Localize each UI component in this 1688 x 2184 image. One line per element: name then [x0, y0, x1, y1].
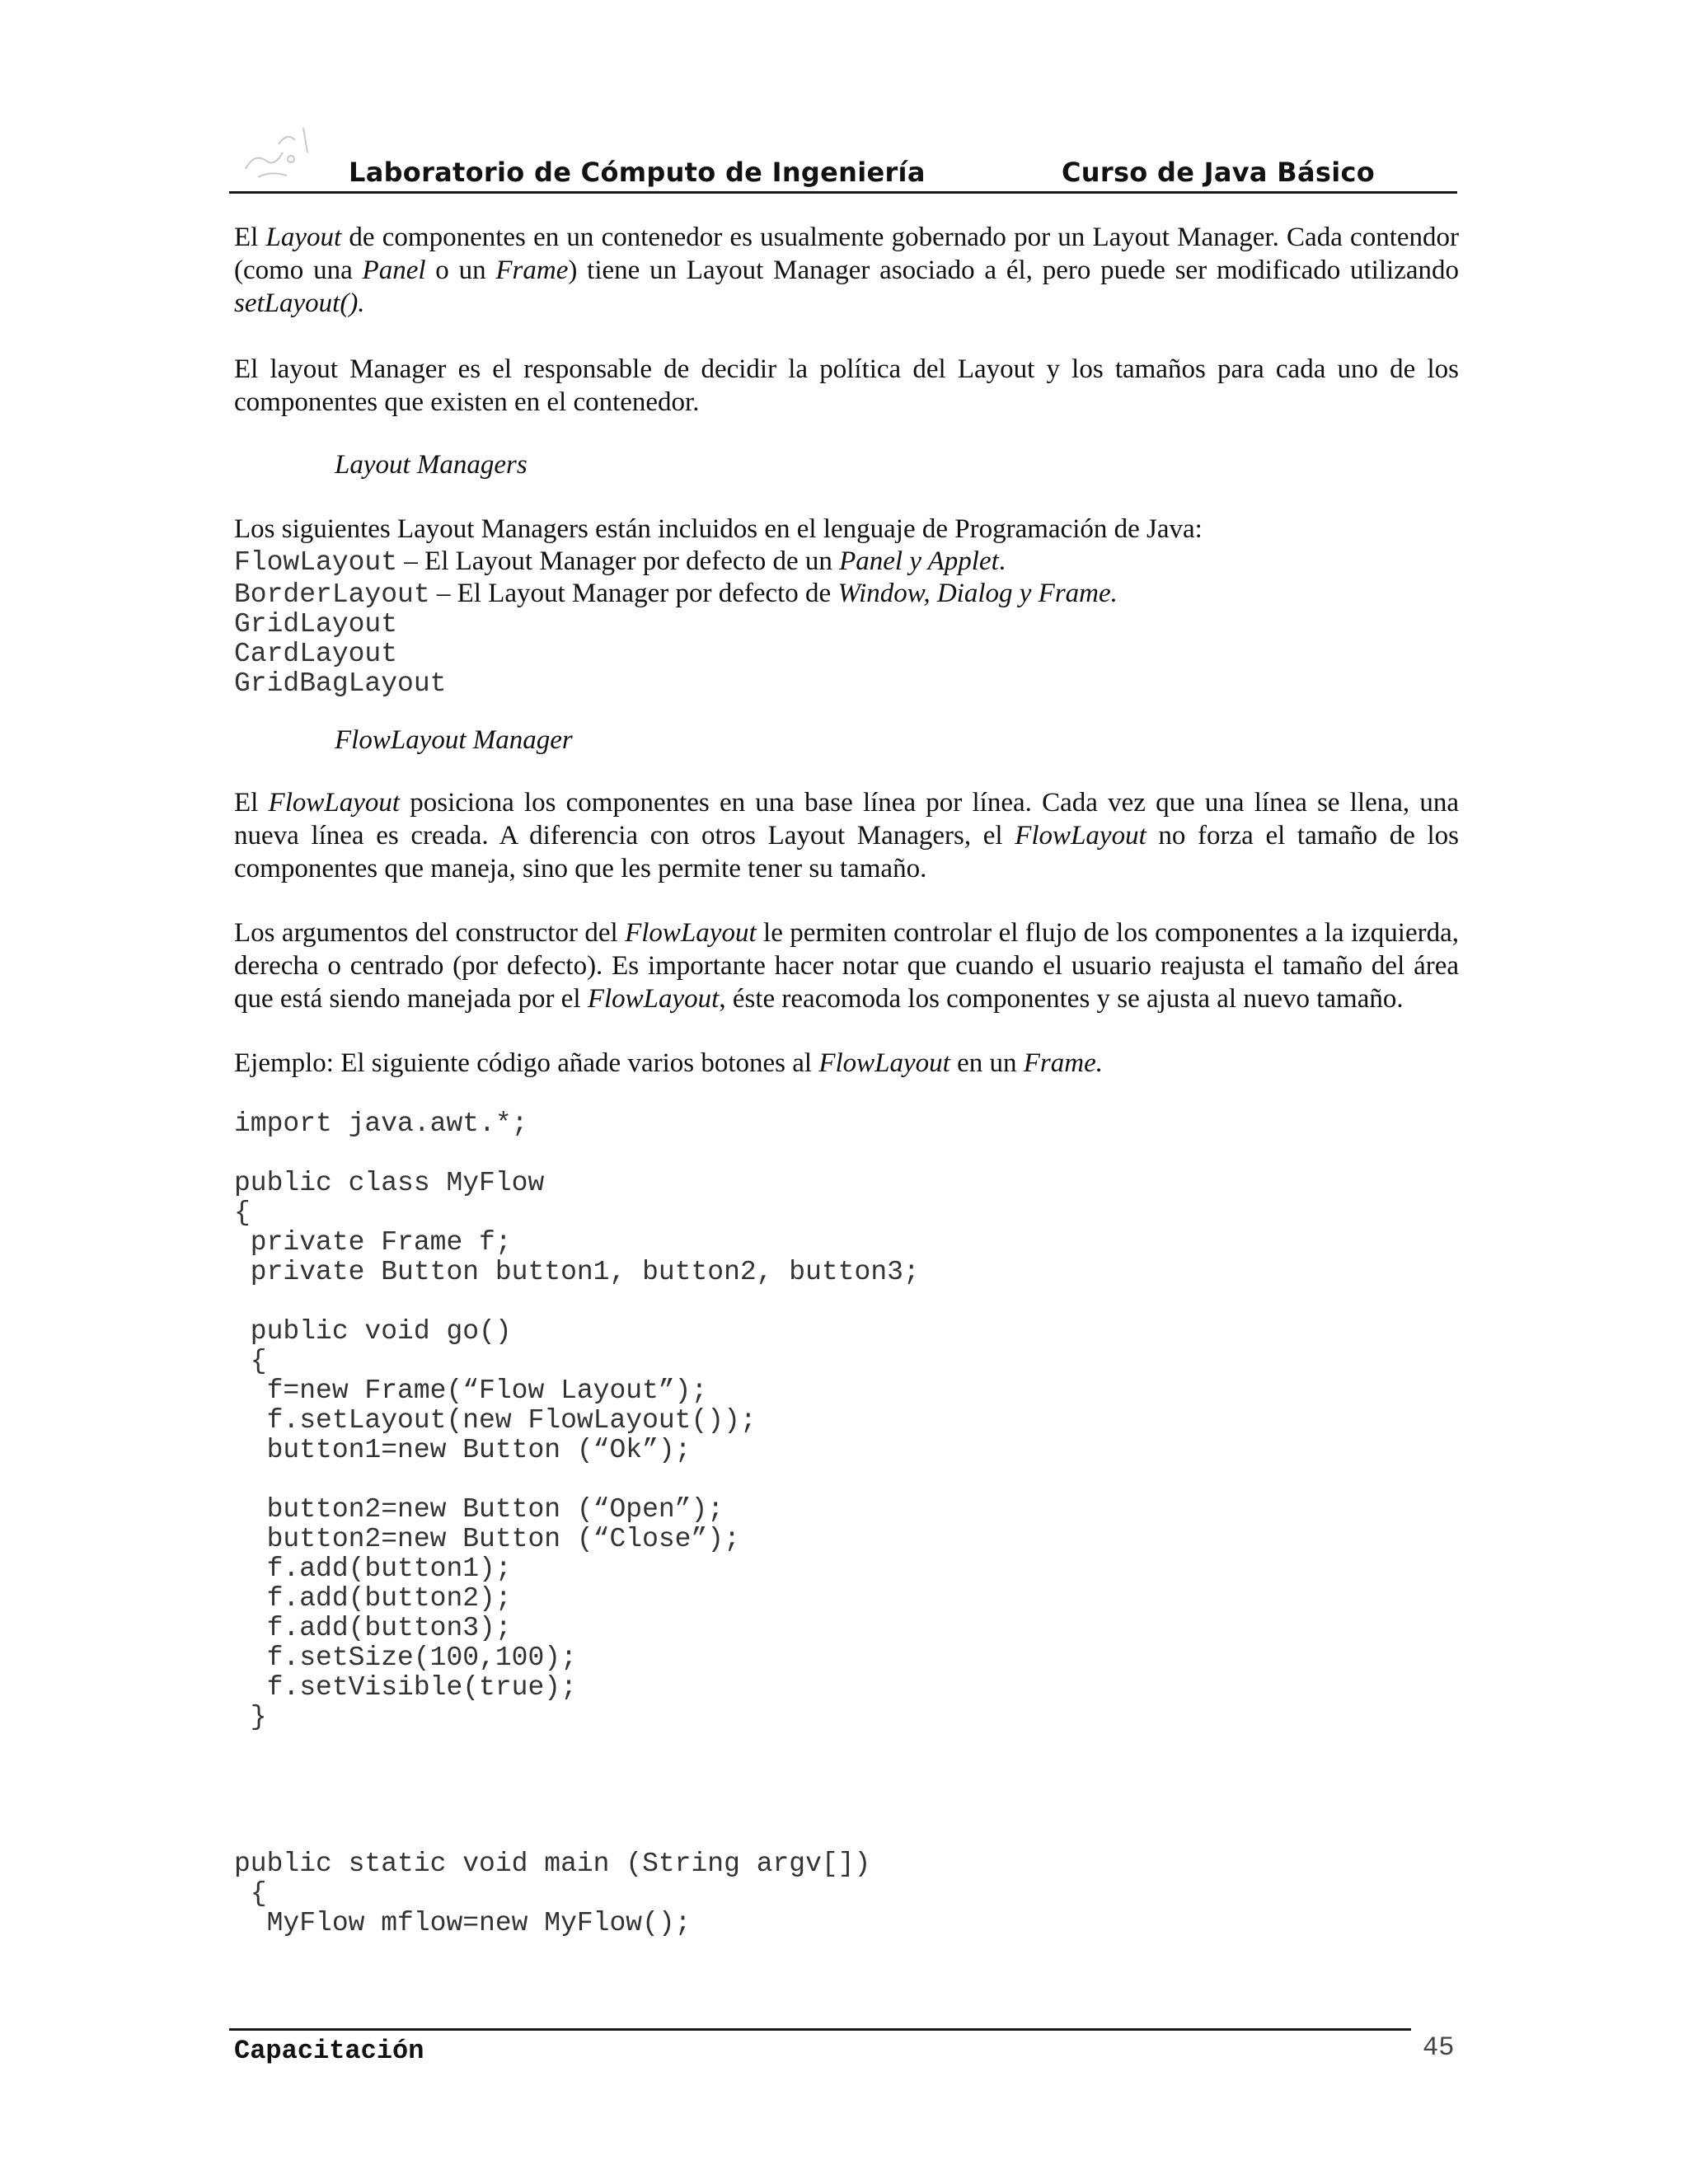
- paragraph-example-intro: [234, 1047, 1459, 1080]
- footer-divider: [229, 2028, 1411, 2031]
- paragraph-layout-intro: [234, 221, 1459, 320]
- italic-term: Frame.: [1023, 1048, 1103, 1078]
- italic-term: FlowLayout: [587, 984, 720, 1014]
- text: Ejemplo: El siguiente código añade varios botones al: [234, 1048, 819, 1078]
- text: no forza el tamaño de los componentes que maneja, sino que les permite tener su tamaño.: [234, 821, 1459, 883]
- subheading-flowlayout-manager: FlowLayout Manager: [335, 725, 573, 755]
- layout-managers-list: [234, 546, 1459, 699]
- paragraph-managers-list-intro: Los siguientes Layout Managers están incluidos en el lenguaje de Programación de Java:: [234, 514, 1203, 544]
- italic-term: Layout: [265, 223, 342, 252]
- paragraph-layout-manager: El layout Manager es el responsable de decidir la política del Layout y los tamaños para cada uno de los componentes que existen en el contenedor.: [234, 354, 1459, 417]
- paragraph-flowlayout-arguments: [234, 916, 1459, 1015]
- list-item: [234, 546, 1459, 578]
- italic-term: FlowLayout: [268, 788, 401, 818]
- header-course-title: Curso de Java Básico: [1062, 157, 1376, 188]
- italic-term: setLayout().: [234, 288, 365, 318]
- list-item: GridBagLayout: [234, 668, 447, 699]
- italic-term: Frame: [495, 255, 569, 285]
- italic-term: Panel y Applet: [839, 546, 999, 576]
- text: o un: [425, 255, 496, 285]
- text: de componentes en un contenedor es usualmente gobernado por un Layout Manager. Cada contendor (como una: [234, 223, 1459, 285]
- page-content: [234, 221, 1459, 1938]
- text: posiciona los componentes en una base línea por línea. Cada vez que una línea se llena, una nueva línea es creada. A diferencia con otros Layout Managers, el: [234, 788, 1460, 851]
- text: El: [234, 788, 269, 818]
- footer-label: Capacitación: [234, 2036, 424, 2066]
- code-term: BorderLayout: [234, 579, 430, 610]
- page-number: 45: [1423, 2032, 1455, 2063]
- text: , éste reacomoda los componentes y se ajusta al nuevo tamaño.: [719, 984, 1404, 1014]
- code-block-main-method: public static void main (String argv[]) { MyFlow mflow=new MyFlow();: [234, 1849, 871, 1938]
- institution-logo-icon: [229, 120, 336, 185]
- text: – El Layout Manager por defecto de un: [397, 546, 840, 576]
- italic-term: Window, Dialog y Frame.: [837, 579, 1118, 608]
- italic-term: FlowLayout: [1015, 821, 1146, 851]
- text: – El Layout Manager por defecto de: [429, 579, 838, 608]
- italic-term: Panel: [362, 255, 426, 285]
- text: le permiten controlar el flujo de los componentes a la izquierda, derecha o centrado (por defecto). Es importante hacer notar que cuando el usuario reajusta el tamaño del área que está siendo manejada por el: [234, 918, 1459, 1014]
- code-block-myflow-class: import java.awt.*; public class MyFlow { private Frame f; private Button button1, button2, button3; public void go() { f=new Frame(“Flow Layout”); f.setLayout(new FlowLayout()); button1=new Button (“Ok”); button2=new Button (“Open”); button2=new Button (“Close”); f.add(button1); f.add(button2); f.add(button3); f.setSize(100,100); f.setVisible(true); }: [234, 1108, 920, 1732]
- text: ) tiene un Layout Manager asociado a él, pero puede ser modificado utilizando: [568, 255, 1460, 285]
- italic-term: FlowLayout: [625, 918, 757, 948]
- italic-term: FlowLayout: [818, 1048, 950, 1078]
- list-item: GridLayout: [234, 609, 398, 640]
- header-lab-title: Laboratorio de Cómputo de Ingeniería: [349, 157, 926, 188]
- text: Los argumentos del constructor del: [234, 918, 626, 948]
- text: .: [998, 546, 1006, 576]
- page-header: [229, 148, 1457, 194]
- paragraph-flowlayout-description: [234, 786, 1459, 885]
- subheading-layout-managers: Layout Managers: [335, 450, 528, 480]
- list-item: CardLayout: [234, 639, 398, 669]
- text: en un: [950, 1048, 1024, 1078]
- code-term: FlowLayout: [234, 547, 398, 578]
- text: El: [234, 223, 266, 252]
- list-item: [234, 578, 1459, 610]
